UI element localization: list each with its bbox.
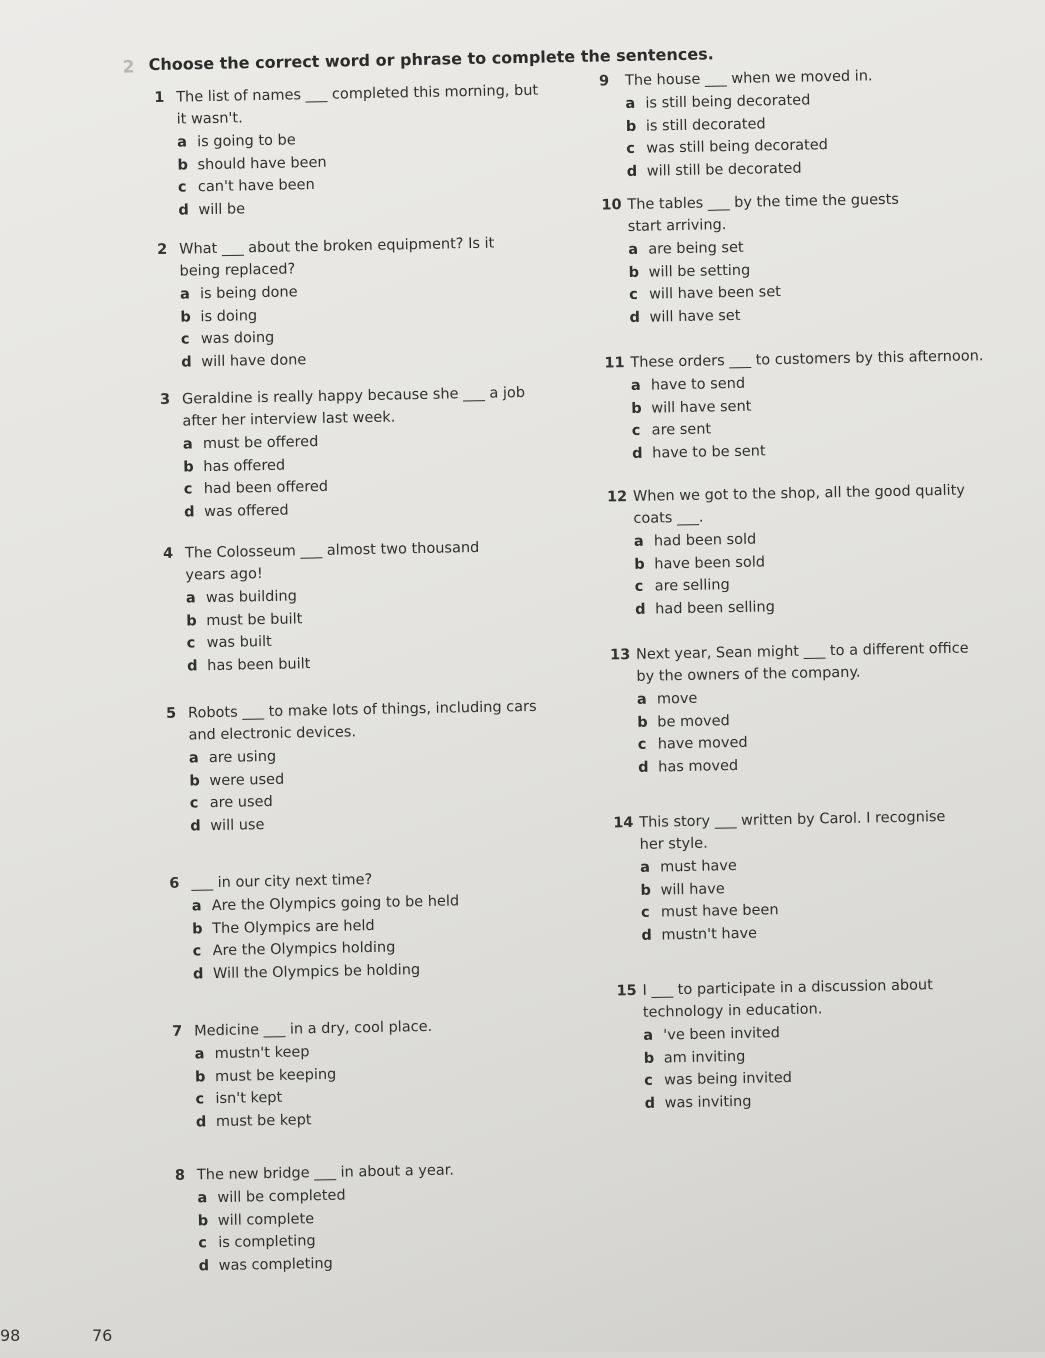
option-d[interactable]: d will still be decorated xyxy=(626,160,802,180)
option-d[interactable]: d had been selling xyxy=(635,598,775,618)
option-b[interactable]: b will complete xyxy=(197,1210,315,1229)
option-a[interactable]: a must be offered xyxy=(182,433,319,453)
question-text: What ___ about the broken equipment? Is it xyxy=(179,235,495,258)
question-8 xyxy=(175,1159,456,1277)
question-5 xyxy=(166,696,539,838)
question-6 xyxy=(169,867,460,986)
option-c[interactable]: c will have been set xyxy=(628,284,782,303)
question-12 xyxy=(607,480,967,622)
question-number: 2 xyxy=(157,241,168,259)
option-d[interactable]: d mustn't have xyxy=(641,925,758,944)
option-b[interactable]: b The Olympics are held xyxy=(192,917,375,937)
question-text-cont: her style. xyxy=(639,835,708,853)
option-c[interactable]: c was built xyxy=(186,633,272,652)
option-d[interactable]: d was inviting xyxy=(644,1093,752,1112)
question-text-cont: technology in education. xyxy=(642,1001,823,1021)
option-a[interactable]: a are using xyxy=(188,748,277,767)
option-a[interactable]: a 've been invited xyxy=(643,1025,781,1044)
page-number: 76 xyxy=(92,1326,113,1345)
option-c[interactable]: c was still being decorated xyxy=(626,137,829,157)
option-d[interactable]: d Will the Olympics be holding xyxy=(192,961,421,982)
option-b[interactable]: b be moved xyxy=(637,712,730,731)
option-b[interactable]: b have been sold xyxy=(634,553,766,573)
question-number: 9 xyxy=(598,73,610,90)
question-text-cont: and electronic devices. xyxy=(188,724,357,744)
option-d[interactable]: d will have done xyxy=(181,351,307,371)
option-d[interactable]: d will use xyxy=(190,816,265,834)
option-b[interactable]: b should have been xyxy=(177,154,327,174)
option-c[interactable]: c Are the Olympics holding xyxy=(192,939,396,960)
option-a[interactable]: a Are the Olympics going to be held xyxy=(191,893,460,915)
option-c[interactable]: c are used xyxy=(189,793,273,812)
question-text-cont: years ago! xyxy=(185,566,263,584)
question-number: 10 xyxy=(601,197,622,214)
option-a[interactable]: a was building xyxy=(185,588,298,607)
option-d[interactable]: d has moved xyxy=(638,757,739,776)
option-c[interactable]: c is completing xyxy=(198,1233,316,1252)
question-text: ___ in our city next time? xyxy=(191,872,373,892)
option-a[interactable]: a is being done xyxy=(179,284,298,303)
question-9 xyxy=(599,65,875,183)
question-text: The list of names ___ completed this morning, but xyxy=(176,82,539,106)
question-text: When we got to the shop, all the good quality xyxy=(632,482,966,505)
question-text-cont: after her interview last week. xyxy=(182,409,396,430)
question-7 xyxy=(172,1016,434,1134)
question-text: The Colosseum ___ almost two thousand xyxy=(184,539,480,562)
option-b[interactable]: b is still decorated xyxy=(625,115,766,135)
option-a[interactable]: a mustn't keep xyxy=(194,1044,310,1063)
option-b[interactable]: b will be setting xyxy=(628,262,751,281)
option-a[interactable]: a have to send xyxy=(630,375,746,394)
option-d[interactable]: d was completing xyxy=(198,1255,333,1274)
question-13 xyxy=(610,638,971,780)
question-text: Robots ___ to make lots of things, including cars xyxy=(187,698,537,722)
option-a[interactable]: a must have xyxy=(639,858,738,876)
option-d[interactable]: d will have set xyxy=(629,307,741,326)
option-d[interactable]: d has been built xyxy=(187,655,311,675)
option-b[interactable]: b is doing xyxy=(180,307,258,326)
option-b[interactable]: b must be keeping xyxy=(194,1066,337,1085)
option-b[interactable]: b were used xyxy=(189,771,285,790)
question-number: 15 xyxy=(616,982,637,1000)
question-text: I ___ to participate in a discussion about xyxy=(642,977,933,999)
option-a[interactable]: a will be completed xyxy=(197,1187,346,1207)
question-3 xyxy=(160,382,528,524)
question-text-cont: it wasn't. xyxy=(176,110,243,128)
question-text-cont: start arriving. xyxy=(627,217,727,235)
option-a[interactable]: a is going to be xyxy=(176,132,296,151)
left-page-fragment: 98 xyxy=(0,1326,21,1345)
question-14 xyxy=(613,806,948,947)
option-a[interactable]: a is still being decorated xyxy=(625,92,811,113)
question-text-cont: coats ___. xyxy=(633,509,704,527)
question-number: 3 xyxy=(159,391,171,408)
question-number: 1 xyxy=(154,89,165,107)
question-2 xyxy=(157,233,497,374)
question-text: The tables ___ by the time the guests xyxy=(627,191,900,213)
option-d[interactable]: d was offered xyxy=(184,502,289,521)
question-text: These orders ___ to customers by this afternoon. xyxy=(630,348,984,371)
option-a[interactable]: a are being set xyxy=(628,239,744,258)
option-c[interactable]: c are sent xyxy=(631,421,712,439)
question-11 xyxy=(604,345,985,465)
exercise-instruction: Choose the correct word or phrase to complete the sentences. xyxy=(148,44,714,75)
option-a[interactable]: a move xyxy=(636,690,698,708)
question-10 xyxy=(601,189,901,330)
question-1 xyxy=(154,80,540,222)
question-number: 8 xyxy=(174,1167,186,1184)
option-c[interactable]: c can't have been xyxy=(177,176,315,196)
question-text: Medicine ___ in a dry, cool place. xyxy=(194,1018,433,1040)
option-b[interactable]: b am inviting xyxy=(643,1048,746,1067)
option-c[interactable]: c isn't kept xyxy=(195,1089,283,1108)
option-d[interactable]: d have to be sent xyxy=(632,442,766,462)
option-c[interactable]: c was doing xyxy=(180,329,275,348)
question-text-cont: by the owners of the company. xyxy=(636,664,861,685)
option-b[interactable]: b must be built xyxy=(186,610,303,630)
question-number: 4 xyxy=(162,545,174,562)
question-text: This story ___ written by Carol. I recognise xyxy=(639,808,946,831)
option-c[interactable]: c are selling xyxy=(634,577,730,595)
option-b[interactable]: b will have sent xyxy=(631,398,752,417)
question-15 xyxy=(616,974,935,1115)
question-number: 12 xyxy=(606,489,628,506)
question-text: The new bridge ___ in about a year. xyxy=(196,1162,455,1184)
question-number: 6 xyxy=(169,875,180,892)
option-b[interactable]: b has offered xyxy=(183,457,286,476)
option-a[interactable]: a had been sold xyxy=(633,531,757,550)
question-text: Next year, Sean might ___ to a different office xyxy=(635,640,969,663)
option-d[interactable]: d must be kept xyxy=(195,1111,312,1130)
question-text: The house ___ when we moved in. xyxy=(624,68,873,90)
question-4 xyxy=(163,537,482,678)
option-d[interactable]: d will be xyxy=(178,200,246,219)
question-number: 7 xyxy=(172,1023,183,1040)
option-c[interactable]: c had been offered xyxy=(183,478,329,498)
question-number: 5 xyxy=(165,705,177,722)
question-text: Geraldine is really happy because she ___ a job xyxy=(181,384,526,408)
question-number: 11 xyxy=(604,355,625,372)
exercise-number: 2 xyxy=(122,57,135,78)
question-number: 13 xyxy=(609,647,631,664)
option-c[interactable]: c have moved xyxy=(637,734,748,753)
question-number: 14 xyxy=(613,814,634,832)
option-b[interactable]: b will have xyxy=(640,880,725,899)
option-c[interactable]: c was being invited xyxy=(644,1069,793,1089)
question-text-cont: being replaced? xyxy=(179,261,296,280)
option-c[interactable]: c must have been xyxy=(640,902,779,921)
